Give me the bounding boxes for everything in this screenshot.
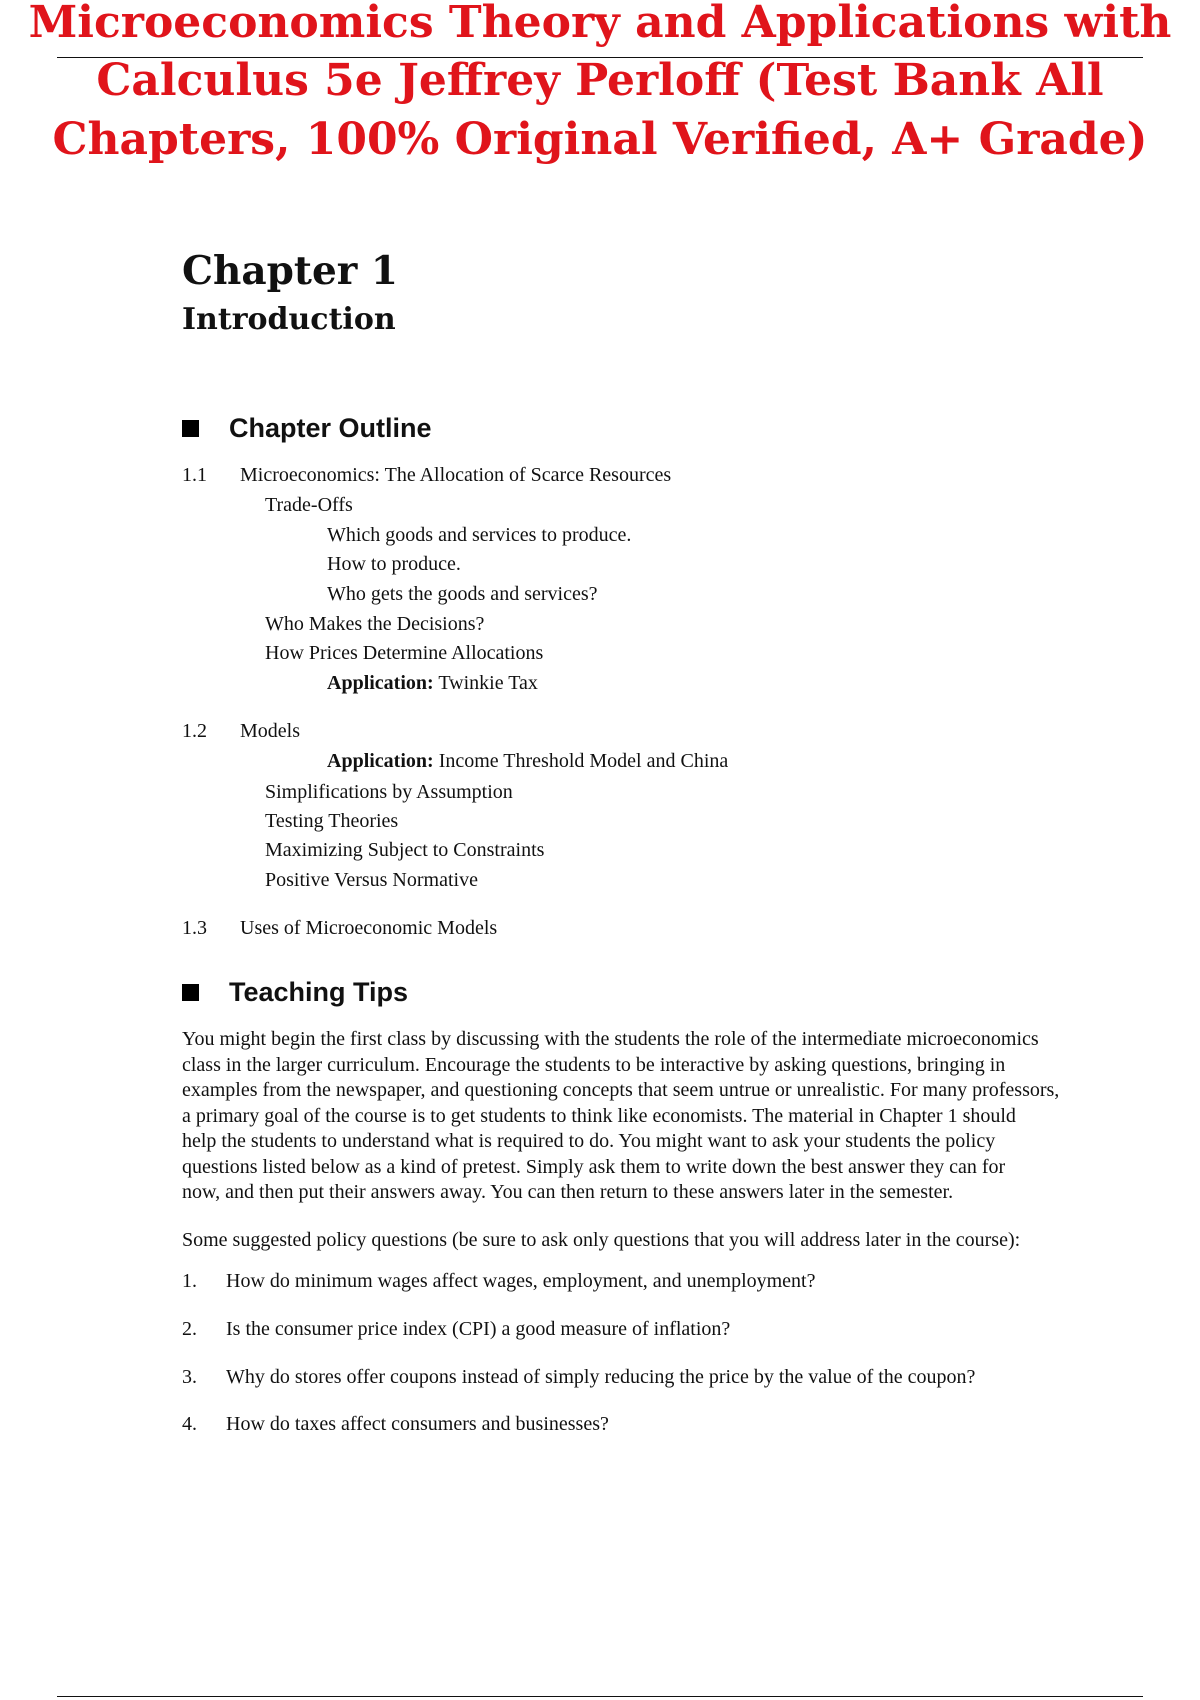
outline-subitem: Who gets the goods and services? xyxy=(327,583,598,605)
title-line-2: Calculus 5e Jeffrey Perloff (Test Bank All xyxy=(96,55,1104,106)
chapter-outline-heading xyxy=(182,411,432,445)
paragraph-line: class in the larger curriculum. Encourage the students to be interactive by asking questions, bringing in xyxy=(182,1053,1006,1076)
question-number: 2. xyxy=(182,1318,197,1340)
outline-application xyxy=(327,670,538,696)
question-number: 1. xyxy=(182,1270,197,1292)
question-text: Is the consumer price index (CPI) a good measure of inflation? xyxy=(226,1318,731,1340)
outline-section-title: Uses of Microeconomic Models xyxy=(240,917,498,939)
outline-item: Trade-Offs xyxy=(265,494,353,516)
paragraph-line: a primary goal of the course is to get students to think like economists. The material in Chapter 1 should xyxy=(182,1104,1016,1127)
outline-item: Testing Theories xyxy=(265,810,399,832)
top-rule xyxy=(57,57,1143,58)
outline-section-number: 1.2 xyxy=(182,720,207,742)
question-number: 3. xyxy=(182,1366,197,1388)
chapter-outline-heading-text: Chapter Outline xyxy=(229,413,432,443)
square-bullet-icon xyxy=(182,984,199,1001)
outline-section-number: 1.3 xyxy=(182,917,207,939)
outline-item: Who Makes the Decisions? xyxy=(265,613,485,635)
chapter-number: Chapter 1 xyxy=(182,248,399,294)
question-text: How do taxes affect consumers and businesses? xyxy=(226,1413,609,1435)
paragraph-line: You might begin the first class by discussing with the students the role of the intermediate microeconomics xyxy=(182,1028,1039,1050)
teaching-tips-paragraph xyxy=(182,1027,1122,1206)
teaching-tips-heading-text: Teaching Tips xyxy=(229,977,409,1007)
paragraph-line: questions listed below as a kind of pretest. Simply ask them to write down the best answer they can for xyxy=(182,1155,1006,1178)
outline-item: Simplifications by Assumption xyxy=(265,781,513,803)
outline-item: Positive Versus Normative xyxy=(265,869,478,891)
outline-section-title: Microeconomics: The Allocation of Scarce Resources xyxy=(240,464,672,486)
bottom-rule xyxy=(57,1696,1143,1697)
outline-application xyxy=(327,748,728,774)
paragraph-line: now, and then put their answers away. You can then return to these answers later in the semester. xyxy=(182,1181,954,1203)
paragraph-line: help the students to understand what is required to do. You might want to ask your students the policy xyxy=(182,1130,996,1152)
outline-section-number: 1.1 xyxy=(182,464,207,486)
chapter-title: Introduction xyxy=(182,302,396,337)
policy-questions-intro xyxy=(182,1228,1122,1254)
application-label: Application: xyxy=(327,750,434,772)
outline-subitem: Which goods and services to produce. xyxy=(327,524,632,546)
outline-item: How Prices Determine Allocations xyxy=(265,642,544,664)
title-line-3: Chapters, 100% Original Verified, A+ Grade) xyxy=(52,114,1148,165)
teaching-tips-heading xyxy=(182,975,408,1009)
application-text: Income Threshold Model and China xyxy=(433,750,729,772)
question-text: Why do stores offer coupons instead of simply reducing the price by the value of the coupon? xyxy=(226,1366,976,1388)
application-text: Twinkie Tax xyxy=(433,672,538,694)
outline-section-title: Models xyxy=(240,720,300,742)
title-line-1: Microeconomics Theory and Applications with xyxy=(28,0,1172,48)
paragraph-line: examples from the newspaper, and questioning concepts that seem untrue or unrealistic. For many professors, xyxy=(182,1079,1060,1101)
square-bullet-icon xyxy=(182,420,199,437)
question-number: 4. xyxy=(182,1413,197,1435)
outline-item: Maximizing Subject to Constraints xyxy=(265,839,545,861)
application-label: Application: xyxy=(327,672,434,694)
question-text: How do minimum wages affect wages, employment, and unemployment? xyxy=(226,1270,816,1292)
policy-questions-intro-text: Some suggested policy questions (be sure to ask only questions that you will address later in the course): xyxy=(182,1229,1021,1251)
outline-subitem: How to produce. xyxy=(327,553,461,575)
